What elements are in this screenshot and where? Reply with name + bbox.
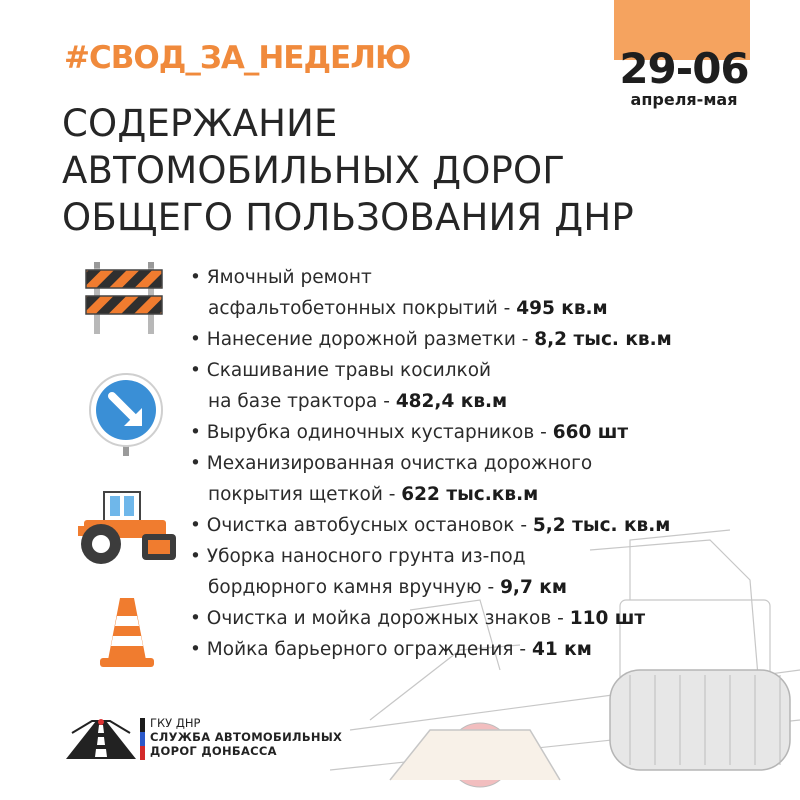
road-roller-icon	[76, 488, 180, 568]
title-line-1: СОДЕРЖАНИЕ	[62, 102, 338, 145]
item-value: 482,4 кв.м	[395, 391, 508, 412]
works-list	[190, 262, 790, 665]
item-value: 660 шт	[552, 422, 629, 443]
title-line-2: АВТОМОБИЛЬНЫХ ДОРОГ	[62, 149, 566, 192]
date-range: 29-06	[619, 44, 749, 93]
road-service-logo-icon	[66, 717, 136, 761]
hashtag: #СВОД_ЗА_НЕДЕЛЮ	[64, 40, 411, 76]
road-barrier-icon	[84, 262, 164, 338]
list-item: • Очистка и мойка дорожных знаков - 110 шт	[190, 608, 646, 629]
keep-right-sign-icon	[86, 372, 166, 458]
list-item: • Очистка автобусных остановок - 5,2 тыс. кв.м	[190, 515, 671, 536]
list-item: • Механизированная очистка дорожного покрытия щеткой - 622 тыс.кв.м	[190, 453, 593, 505]
item-value: 622 тыс.кв.м	[401, 484, 539, 505]
date-months: апреля-мая	[630, 90, 738, 109]
list-item: • Вырубка одиночных кустарников - 660 шт	[190, 422, 629, 443]
organization-name: ГКУ ДНР СЛУЖБА АВТОМОБИЛЬНЫХ ДОРОГ ДОНБАССА	[150, 716, 343, 758]
traffic-cone-icon	[98, 594, 156, 670]
list-item: • Ямочный ремонт асфальтобетонных покрытий - 495 кв.м	[190, 267, 608, 319]
item-value: 41 км	[531, 639, 592, 660]
item-value: 495 кв.м	[516, 298, 608, 319]
item-value: 5,2 тыс. кв.м	[532, 515, 671, 536]
list-item: • Скашивание травы косилкой на базе трактора - 482,4 кв.м	[190, 360, 508, 412]
item-value: 9,7 км	[500, 577, 567, 598]
list-item: • Нанесение дорожной разметки - 8,2 тыс. кв.м	[190, 329, 672, 350]
flag-stripes	[140, 718, 145, 760]
item-value: 110 шт	[569, 608, 646, 629]
item-value: 8,2 тыс. кв.м	[534, 329, 672, 350]
page-title	[62, 100, 662, 241]
list-item: • Уборка наносного грунта из-под бордюрного камня вручную - 9,7 км	[190, 546, 567, 598]
list-item: • Мойка барьерного ограждения - 41 км	[190, 639, 592, 660]
title-line-3: ОБЩЕГО ПОЛЬЗОВАНИЯ ДНР	[62, 196, 634, 239]
